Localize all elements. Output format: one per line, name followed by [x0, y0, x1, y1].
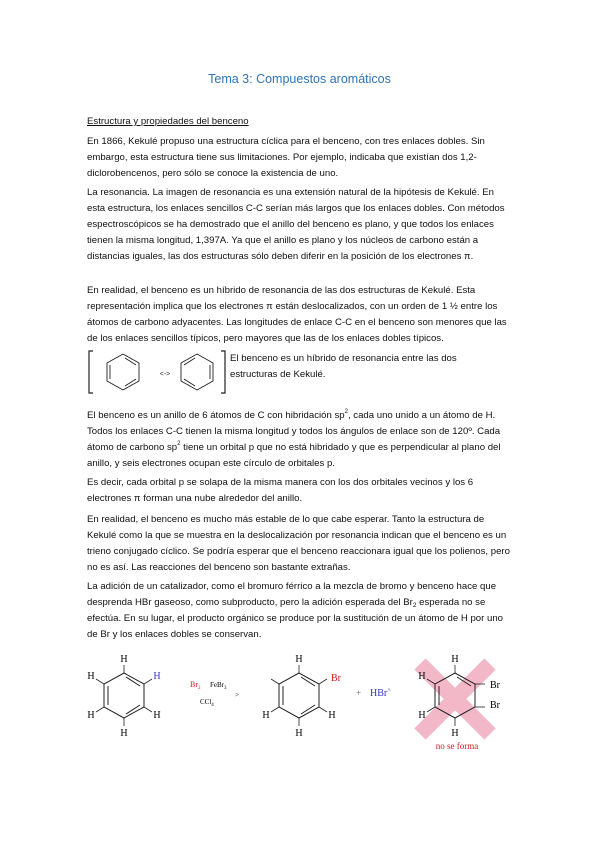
resonance-arrow: <->	[159, 371, 171, 378]
section-heading: Estructura y propiedades del benceno	[87, 116, 249, 127]
page-title: Tema 3: Compuestos aromáticos	[208, 72, 391, 86]
product-h-top: H	[295, 654, 303, 665]
paragraph-orbital-overlap: Es decir, cada orbital p se solapa de la misma manera con los dos orbitales vecinos y los 6 electrones π forman una nube alrededor del anillo.	[87, 477, 474, 504]
resonance-structures-figure	[87, 349, 227, 395]
product-bromobenzene	[262, 654, 341, 739]
nf-br-upper: Br	[490, 680, 500, 691]
paragraph-stability: En realidad, el benceno es mucho más estable de lo que cabe esperar. Tanto la estructura de Kekulé como la que se muestra en la deslocalización por resonancia indican que el benceno es un trieno conjugado cíclico. Se podría esperar que el benceno reaccionara igual que los polienos, pero no es así. Las reacciones del benceno son bastante extrañas.	[87, 514, 510, 573]
para4-text-3: tiene un orbital p que no está hibridado y que es perpendicular al plano del anillo, y seis electrones ocupan este círculo de orbitales p.	[87, 442, 501, 469]
bromination-reaction-scheme	[80, 646, 520, 756]
nf-h-upper-left: H	[418, 671, 426, 682]
addition-product-not-formed	[418, 654, 500, 751]
reaction-arrow: >	[235, 691, 239, 699]
reaction-reagents	[190, 680, 239, 708]
kekule-structure-2	[181, 354, 213, 390]
para7-text-1: La adición de un catalizador, como el bromuro férrico a la mezcla de bromo y benceno hace que desprenda HBr gaseoso, como subproducto, pero la adición esperada del Br	[87, 581, 497, 608]
paragraph-resonance: La resonancia. La imagen de resonancia es una extensión natural de la hipótesis de Kekulé. En esta estructura, los enlaces sencillos C-C serían más largos que los enlaces dobles. Con métodos espectroscópicos se ha demostrado que el anillo del benceno es plano, y que todos los enlaces tienen la misma longitud, 1,397A. Ya que el anillo es plano y los núcleos de carbono están a distancias iguales, las dos estructuras sólo deben diferir en la posición de los electrones π.	[87, 187, 505, 262]
paragraph-hybrid: En realidad, el benceno es un híbrido de resonancia de las dos estructuras de Kekulé. Esta representación implica que los electrones π están deslocalizados, con un orden de 1 ½ entre los átomos de carbono adyacentes. Las longitudes de enlace C-C en el benceno son menores que las de los enlaces sencillos típicos, pero mayores que las de los enlaces dobles típicos.	[87, 285, 507, 344]
paragraph-hybridization	[87, 408, 513, 472]
atom-h-top: H	[120, 654, 128, 665]
atom-h-lower-left: H	[87, 710, 95, 721]
byproduct-hbr: HBr^	[370, 687, 391, 699]
product-br: Br	[331, 673, 341, 684]
para4-text-2: , cada uno unido a un átomo de H. Todos los enlaces C-C tienen la misma longitud y todos los ángulos de enlace son de 120º. Cada átomo de carbono sp	[87, 410, 501, 453]
nf-h-bottom: H	[451, 728, 459, 739]
nf-h-lower-left: H	[418, 710, 426, 721]
nf-br-lower: Br	[490, 700, 500, 711]
superscript-2: 2	[344, 409, 348, 415]
left-bracket	[89, 351, 93, 393]
para4-text-1: El benceno es un anillo de 6 átomos de C con hibridación sp	[87, 410, 345, 421]
atom-h-bottom: H	[120, 728, 128, 739]
plus-sign: +	[356, 688, 362, 698]
atom-h-reactive: H	[153, 671, 161, 682]
atom-h-lower-right: H	[153, 710, 161, 721]
paragraph-kekule-history: En 1866, Kekulé propuso una estructura cíclica para el benceno, con tres enlaces dobles. Sin embargo, esta estructura tiene sus limitaciones. Por ejemplo, indicaba que existían dos 1,2-diclorobencenos, pero sólo se conoce la existencia de uno.	[87, 136, 485, 179]
right-bracket	[221, 351, 225, 393]
not-formed-label: no se forma	[435, 741, 479, 751]
product-h-lower-left: H	[262, 710, 270, 721]
product-h-lower-right: H	[328, 710, 336, 721]
reagent-bromine: $Br_2$	[190, 680, 201, 691]
nf-h-top: H	[451, 654, 459, 665]
subscript-2: 2	[412, 602, 417, 609]
para7-text-2: esperada no se efectúa. En su lugar, el producto orgánico se produce por la sustitución de un átomo de H por uno de Br y los enlaces dobles se conservan.	[87, 597, 503, 640]
reagent-solvent: CCl$_4$	[200, 698, 214, 708]
product-h-bottom: H	[295, 728, 303, 739]
paragraph-bromination	[87, 579, 513, 643]
superscript-2b: 2	[177, 441, 181, 447]
atom-h-upper-left: H	[87, 671, 95, 682]
kekule-structure-1	[107, 354, 139, 390]
resonance-caption: El benceno es un híbrido de resonancia entre las dos estructuras de Kekulé.	[230, 353, 457, 380]
reactant-benzene	[87, 654, 160, 739]
reagent-catalyst: FeBr$_3$	[210, 681, 227, 691]
